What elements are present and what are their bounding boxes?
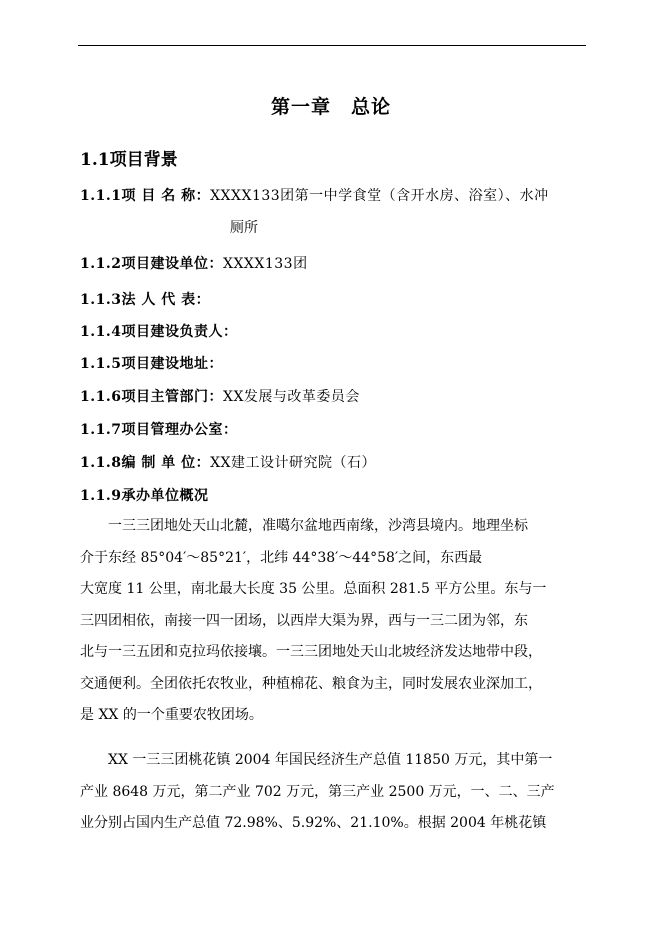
paragraph-line: 介于东经 85°04′～85°21′，北纬 44°38′～44°58′之间，东西最 (80, 549, 483, 566)
item-construction-unit (80, 253, 308, 273)
paragraph-line: 是 XX 的一个重要农牧团场。 (80, 707, 263, 723)
item-compiling-unit (80, 452, 376, 472)
item-undertaking-unit-overview (80, 485, 208, 505)
paragraph-overview (80, 511, 590, 732)
item-key: 1.1.5项目建设地址： (80, 356, 223, 372)
item-value: XX发展与改革委员会 (222, 389, 360, 405)
paragraph-line: 一三三团地处天山北麓，准噶尔盆地西南缘，沙湾县境内。地理坐标 (108, 518, 528, 534)
item-value: XX建工设计研究院（石） (210, 455, 377, 471)
item-value: XXXX133团第一中学食堂（含开水房、浴室）、水冲 (210, 188, 549, 204)
item-key: 1.1.1项 目 名 称： (80, 188, 211, 204)
paragraph-line: 产业 8648 万元，第二产业 702 万元，第三产业 2500 万元，一、二、三产 (80, 783, 555, 800)
paragraph-line: 三四团相依，南接一四一团场，以西岸大渠为界，西与一三二团为邻，东 (80, 612, 528, 629)
paragraph-line: XX 一三三团桃花镇 2004 年国民经济生产总值 11850 万元，其中第一 (108, 752, 553, 768)
item-key: 1.1.6项目主管部门： (80, 389, 223, 405)
chapter-title: 第一章 总论 (270, 96, 391, 118)
item-supervising-department (80, 386, 360, 406)
item-key: 1.1.2项目建设单位： (80, 256, 223, 272)
section-title: 1.1项目背景 (80, 150, 178, 170)
item-value: XXXX133团 (222, 256, 308, 272)
item-project-address (80, 353, 223, 373)
paragraph-line: 业分别占国内生产总值 72.98%、5.92%、21.10%。根据 2004 年桃花镇 (80, 815, 547, 831)
item-management-office (80, 419, 237, 439)
item-key: 1.1.3法 人 代 表： (80, 292, 211, 308)
paragraph-line: 北与一三五团和克拉玛依接壤。一三三团地处天山北坡经济发达地带中段， (80, 644, 542, 660)
header-rule (78, 45, 586, 46)
item-key: 1.1.4项目建设负责人： (80, 324, 238, 340)
item-key: 1.1.9承办单位概况 (80, 488, 209, 504)
item-project-name-continuation: 厕所 (230, 220, 258, 236)
paragraph-line: 交通便利。全团依托农牧业，种植棉花、粮食为主，同时发展农业深加工， (80, 675, 542, 692)
item-key: 1.1.8编 制 单 位： (80, 455, 211, 471)
item-project-name (80, 185, 549, 205)
paragraph-economy (80, 745, 590, 840)
item-key: 1.1.7项目管理办公室： (80, 422, 238, 438)
paragraph-line: 大宽度 11 公里，南北最大长度 35 公里。总面积 281.5 平方公里。东与一 (80, 581, 547, 597)
item-project-leader (80, 321, 237, 341)
item-legal-representative (80, 289, 210, 309)
